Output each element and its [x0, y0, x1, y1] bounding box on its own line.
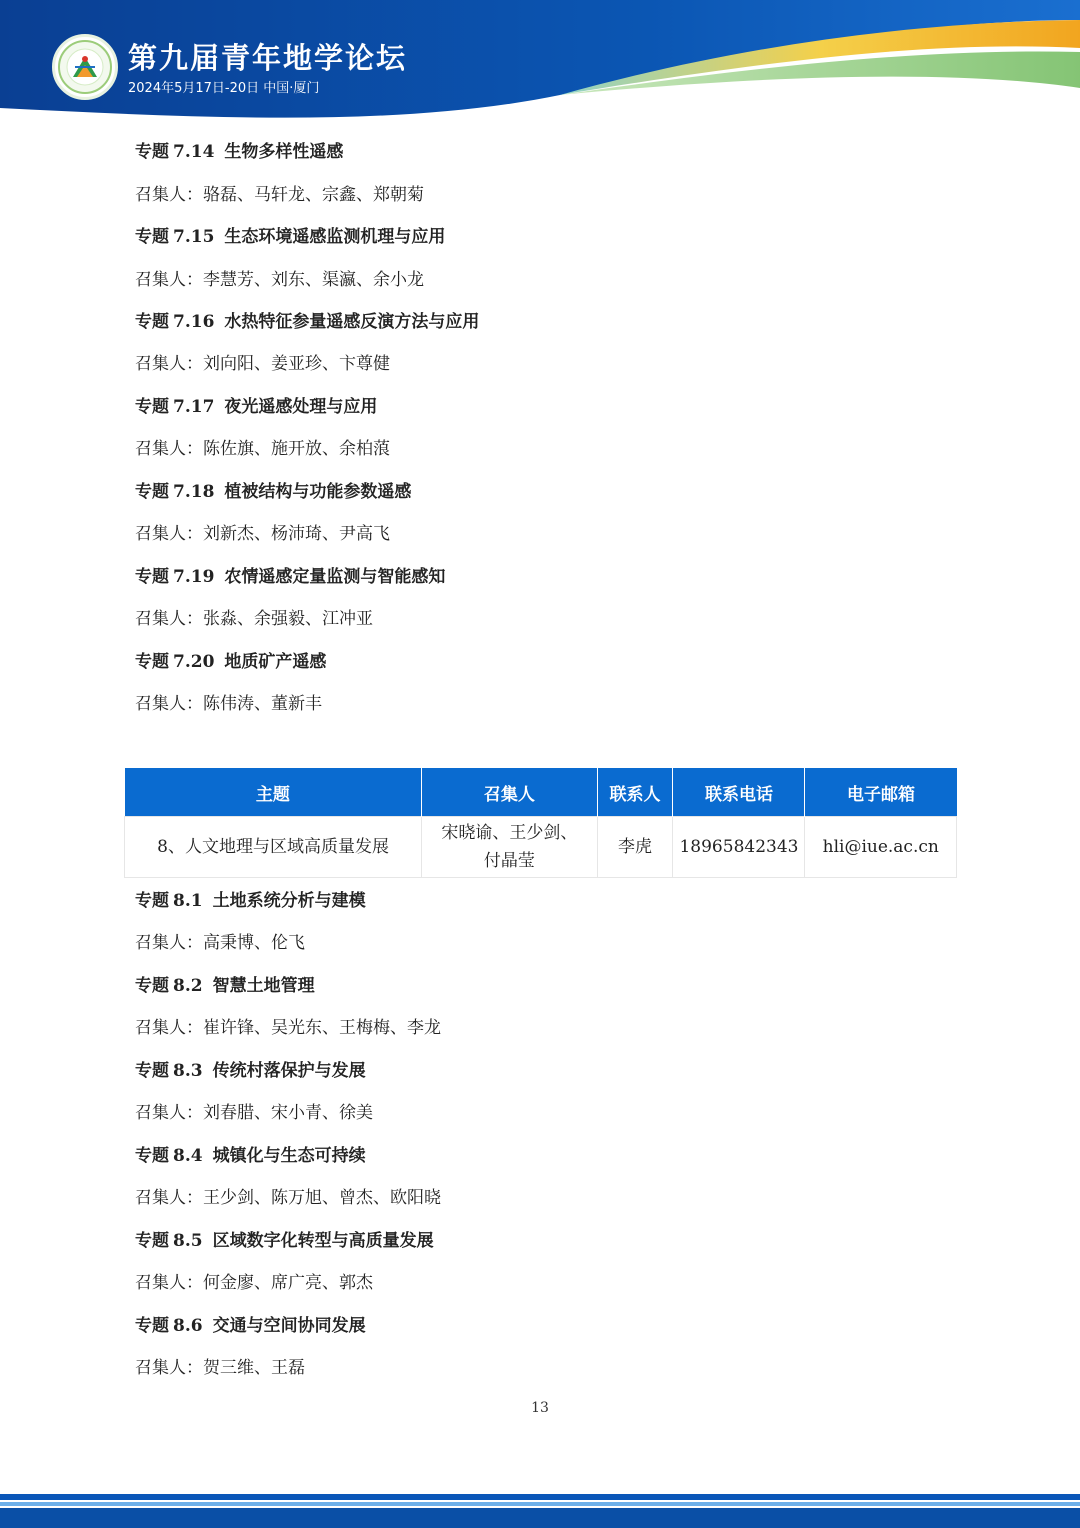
topic-heading: 专题 7.15 生态环境遥感监测机理与应用 [135, 227, 446, 247]
convener-line: 召集人：张淼、余强毅、江冲亚 [135, 609, 373, 629]
footer-stripe-middle [0, 1502, 1080, 1506]
forum-logo [52, 34, 118, 100]
convener-line: 召集人：陈伟涛、董新丰 [135, 694, 322, 714]
topic-heading: 专题 8.1 土地系统分析与建模 [135, 891, 366, 911]
forum-title: 第九届青年地学论坛 [128, 41, 408, 75]
convener-line: 召集人：刘向阳、姜亚珍、卞尊健 [135, 354, 390, 374]
page-number: 13 [531, 1400, 549, 1416]
topic-heading: 专题 7.16 水热特征参量遥感反演方法与应用 [135, 312, 480, 332]
topic-heading: 专题 8.2 智慧土地管理 [135, 976, 315, 996]
convener-line: 召集人：高秉博、伦飞 [135, 933, 305, 953]
topic-heading: 专题 7.18 植被结构与功能参数遥感 [135, 482, 412, 502]
header-email: 电子邮箱 [805, 768, 957, 817]
header-conveners: 召集人 [422, 768, 597, 817]
table-header-row [125, 768, 957, 817]
footer-stripe-bottom [0, 1508, 1080, 1528]
topic-heading: 专题 8.4 城镇化与生态可持续 [135, 1146, 366, 1166]
topic-heading: 专题 8.3 传统村落保护与发展 [135, 1061, 366, 1081]
topic-heading: 专题 8.6 交通与空间协同发展 [135, 1316, 366, 1336]
header-contact: 联系人 [597, 768, 673, 817]
convener-line: 召集人：骆磊、马轩龙、宗鑫、郑朝菊 [135, 185, 424, 205]
convener-line: 召集人：李慧芳、刘东、渠瀛、余小龙 [135, 270, 424, 290]
cell-contact: 李虎 [597, 817, 673, 878]
convener-line: 召集人：何金廖、席广亮、郭杰 [135, 1273, 373, 1293]
topic-heading: 专题 7.19 农情遥感定量监测与智能感知 [135, 567, 446, 587]
convener-line: 召集人：贺三维、王磊 [135, 1358, 305, 1378]
table-row [125, 817, 957, 878]
cell-email: hli@iue.ac.cn [805, 817, 957, 878]
convener-line: 召集人：刘新杰、杨沛琦、尹高飞 [135, 524, 390, 544]
forum-date-location: 2024年5月17日-20日 中国·厦门 [128, 81, 320, 96]
topic-heading: 专题 7.17 夜光遥感处理与应用 [135, 397, 378, 417]
cell-theme: 8、人文地理与区域高质量发展 [125, 817, 422, 878]
cell-conveners: 宋晓谕、王少剑、 付晶莹 [422, 817, 597, 878]
footer-stripe-top [0, 1494, 1080, 1500]
topic-heading: 专题 7.14 生物多样性遥感 [135, 142, 344, 162]
topic-heading: 专题 7.20 地质矿产遥感 [135, 652, 327, 672]
cell-phone: 18965842343 [673, 817, 805, 878]
theme-table [124, 768, 957, 878]
header-banner [0, 0, 1080, 130]
header-phone: 联系电话 [673, 768, 805, 817]
convener-line: 召集人：王少剑、陈万旭、曾杰、欧阳晓 [135, 1188, 441, 1208]
convener-line: 召集人：刘春腊、宋小青、徐美 [135, 1103, 373, 1123]
convener-line: 召集人：陈佐旗、施开放、余柏蒗 [135, 439, 390, 459]
convener-line: 召集人：崔许锋、吴光东、王梅梅、李龙 [135, 1018, 441, 1038]
topic-heading: 专题 8.5 区域数字化转型与高质量发展 [135, 1231, 434, 1251]
header-theme: 主题 [125, 768, 422, 817]
